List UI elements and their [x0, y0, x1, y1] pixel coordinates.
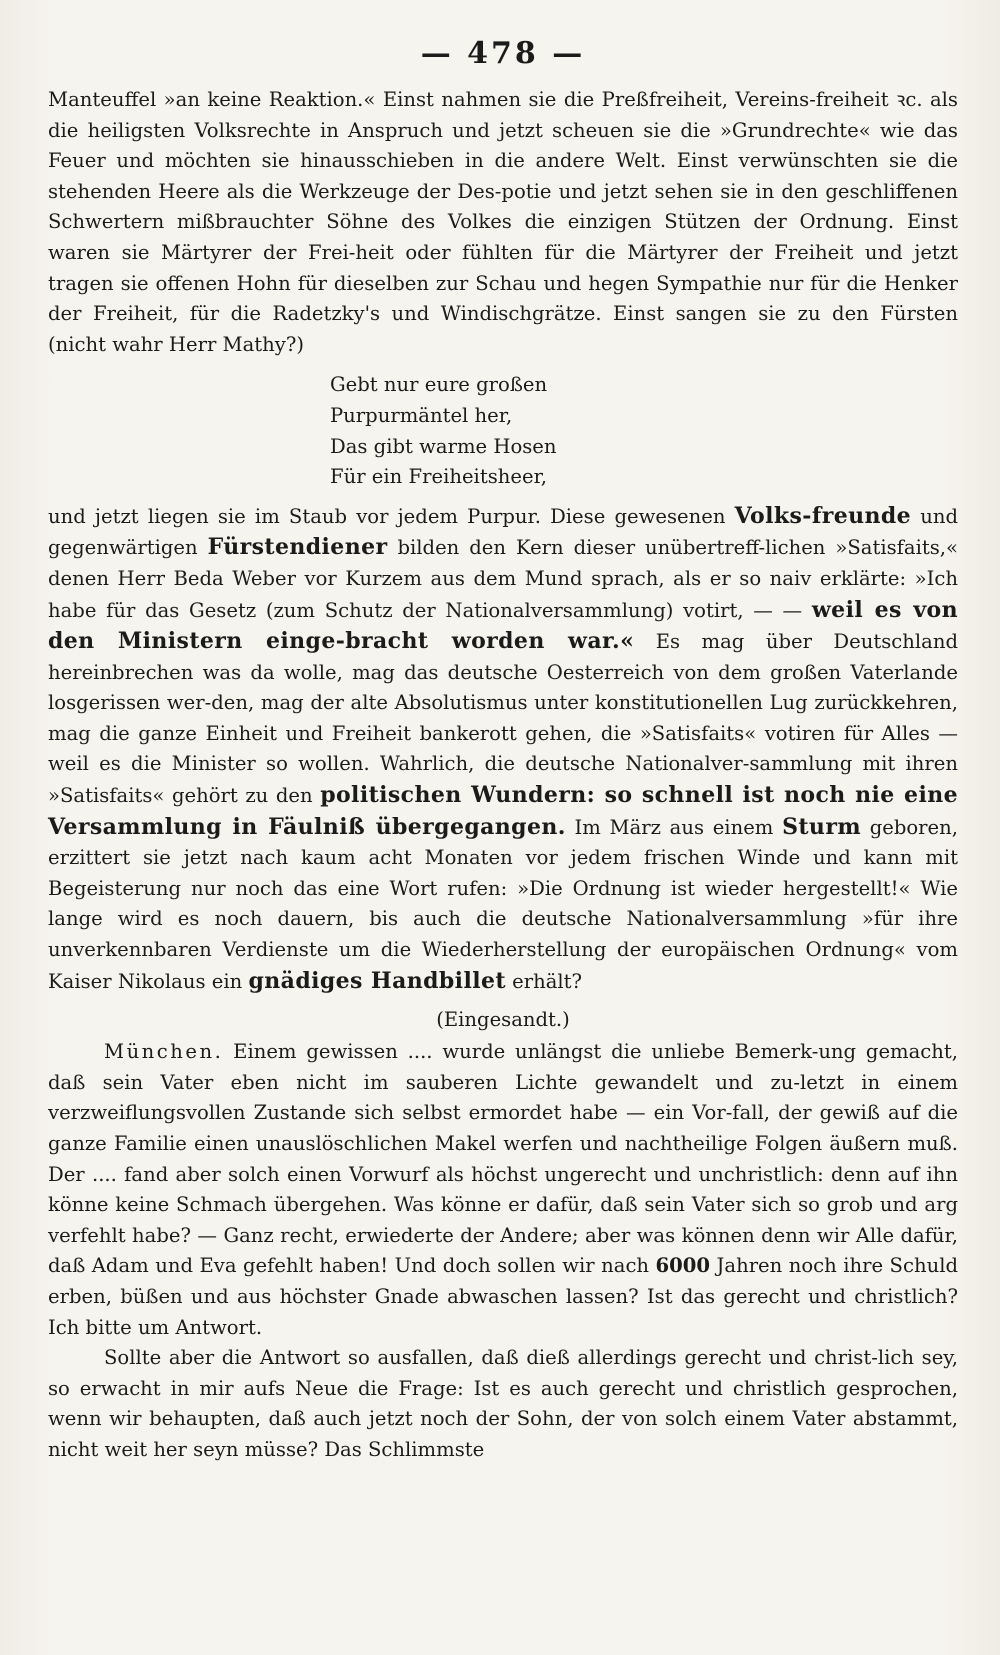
- paragraph-manteuffel: Manteuffel »an keine Reaktion.« Einst nahmen sie die Preßfreiheit, Vereins-freiheit ꝛc. als die heiligsten Volksrechte in Anspruch und jetzt scheuen sie die »Grundrechte« wie das Feuer und möchten sie hinausschieben in die andere Welt. Einst verwünschten sie die stehenden Heere als die Werkzeuge der Des-potie und jetzt sehen sie in den geschliffenen Schwertern mißbrauchter Söhne des Volkes die einzigen Stützen der Ordnung. Einst waren sie Märtyrer der Frei-heit oder fühlten für die Märtyrer der Freiheit und jetzt tragen sie offenen Hohn für dieselben zur Schau und hegen Sympathie nur für die Henker der Freiheit, für die Radetzky's und Windischgrätze. Einst sangen sie zu den Fürsten (nicht wahr Herr Mathy?): [48, 88, 958, 356]
- emphasis-ministern: weil es von den Ministern einge-bracht worden war.«: [48, 596, 958, 655]
- emphasis-sturm: Sturm: [782, 813, 861, 840]
- page-number: — 478 —: [420, 36, 586, 71]
- emphasis-politischen-wundern: politischen Wundern: so schnell ist noch nie eine Versammlung in Fäulniß übergegangen.: [48, 782, 958, 840]
- paragraph-satisfaits: [48, 501, 958, 998]
- submitted-note: (Eingesandt.): [436, 1008, 570, 1032]
- emphasis-volksfreunde: Volks-freunde: [734, 502, 912, 529]
- poem-line: Purpurmäntel her,: [330, 403, 513, 427]
- emphasis-fuerstendiener: Fürstendiener: [207, 534, 388, 561]
- text-run: und jetzt liegen sie im Staub vor jedem Purpur. Diese gewesenen: [48, 504, 735, 528]
- text-run: bilden den Kern dieser unübertreff-lichen »Satisfaits,« denen Herr Beda Weber vor Kurzem aus dem Mund sprach, als er so naiv erklärte: »Ich habe für das Gesetz (zum Schutz der Nationalversammlung) votirt, — —: [48, 536, 959, 622]
- text-run: geboren, erzittert sie jetzt nach kaum acht Monaten vor jedem frischen Winde und kann mit Begeisterung nur noch das eine Wort rufen: »Die Ordnung ist wieder hergestellt!« Wie lange wird es noch dauern, bis auch die deutsche Nationalversammlung »für ihre unverkennbaren Verdienste um die Wiederherstellung der europäischen Ordnung« vom Kaiser Nikolaus ein: [48, 815, 958, 993]
- emphasis-handbillet: gnädiges Handbillet: [248, 967, 506, 994]
- text-run: erhält?: [505, 969, 583, 993]
- poem-stanza: [330, 370, 958, 492]
- poem-line: Das gibt warme Hosen: [330, 434, 557, 458]
- number-6000: 6000: [655, 1254, 711, 1278]
- paragraph-question: Sollte aber die Antwort so ausfallen, daß dieß allerdings gerecht und christ-lich sey, so erwacht in mir aufs Neue die Frage: Ist es auch gerecht und christlich gesprochen, wenn wir behaupten, daß auch jetzt noch der Sohn, der von solch einem Vater abstammt, nicht weit her seyn müsse? Das Schlimmste: [48, 1346, 958, 1461]
- paragraph-muenchen: [48, 1037, 958, 1343]
- text-run: und gegenwärtigen: [48, 504, 958, 560]
- text-run: Jahren noch ihre Schuld erben, büßen und aus höchster Gnade abwaschen lassen? Ist das gerecht und christlich? Ich bitte um Antwort.: [48, 1254, 959, 1339]
- text-run: Im März aus einem: [565, 815, 783, 839]
- text-run: Es mag über Deutschland hereinbrechen was da wolle, mag das deutsche Oesterreich von dem großen Vaterlande losgerissen wer-den, mag der alte Absolutismus unter konstitutionellen Lug zurückkehren, mag die ganze Einheit und Freiheit bankerott gehen, die »Satisfaits« votiren für Alles — weil es die Minister so wollen. Wahrlich, die deutsche Nationalver-sammlung mit ihren »Satisfaits« gehört zu den: [48, 630, 958, 808]
- text-run: Einem gewissen .... wurde unlängst die unliebe Bemerk-ung gemacht, daß sein Vater eben nicht im sauberen Lichte gewandelt und zu-letzt in einem verzweiflungsvollen Zustande sich selbst ermordet habe — ein Vor-fall, der gewiß auf die ganze Familie einen unauslöschlichen Makel werfen und nachtheilige Folgen äußern muß. Der .... fand aber solch einen Vorwurf als höchst ungerecht und unchristlich: denn auf ihn könne keine Schmach übergehen. Was könne er dafür, daß sein Vater sich so grob und arg verfehlt habe? — Ganz recht, erwiederte der Andere; aber was können denn wir Alle dafür, daß Adam und Eva gefehlt haben! Und doch sollen wir nach: [48, 1040, 958, 1278]
- place-name: München.: [104, 1040, 224, 1064]
- poem-line: Gebt nur eure großen: [330, 373, 548, 397]
- poem-line: Für ein Freiheitsheer,: [330, 465, 548, 489]
